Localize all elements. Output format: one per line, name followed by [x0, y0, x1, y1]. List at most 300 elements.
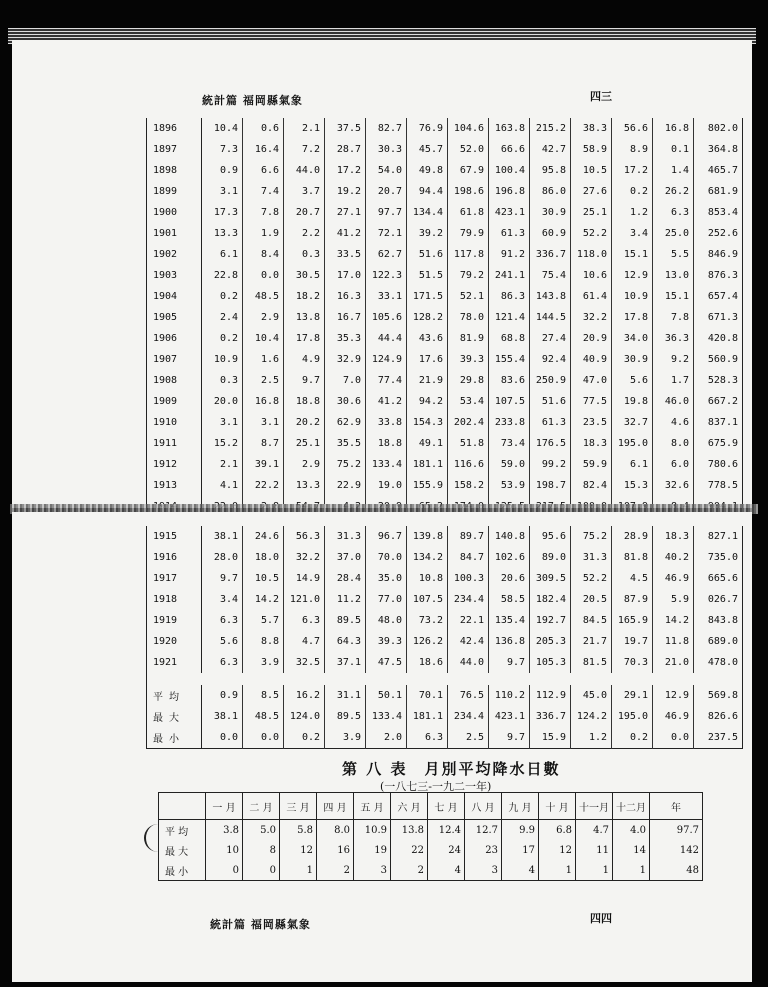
row-label: 1906	[147, 328, 202, 349]
table-cell: 81.8	[612, 547, 653, 568]
table8-cell: 0	[206, 860, 243, 881]
table-cell: 31.1	[325, 685, 366, 706]
table-cell: 465.7	[707, 165, 738, 176]
table8-cell: 24	[428, 840, 465, 860]
table8-cell: 12.7	[465, 820, 502, 841]
table-cell: 30.9	[530, 202, 571, 223]
table-cell: 126.2	[407, 631, 448, 652]
row-label: 1899	[147, 181, 202, 202]
table-cell: 3.4	[202, 589, 243, 610]
table-cell: 853.4	[707, 207, 738, 218]
table-cell: 40.9	[571, 349, 612, 370]
table-cell: 192.7	[530, 610, 571, 631]
spacer-cell	[147, 673, 743, 685]
row-label: 1897	[147, 139, 202, 160]
row-label: 1912	[147, 454, 202, 475]
table-cell: 95.8	[530, 160, 571, 181]
table-cell: 735.0	[707, 552, 738, 563]
table8-cell: 12.4	[428, 820, 465, 841]
table-cell: 32.9	[325, 349, 366, 370]
table-cell: 5.7	[243, 610, 284, 631]
running-head: 統計篇 福岡縣氣象	[202, 94, 303, 107]
table-row	[147, 223, 743, 244]
row-label: 1917	[147, 568, 202, 589]
table8-cell: 4	[428, 860, 465, 881]
table-cell: 18.2	[284, 286, 325, 307]
table8-cell: 8	[243, 840, 280, 860]
table-row	[147, 265, 743, 286]
table-cell: 3.7	[284, 181, 325, 202]
table-cell: 35.5	[325, 433, 366, 454]
table-cell: 94.4	[407, 181, 448, 202]
table-cell: 802.0	[707, 123, 738, 134]
table-cell: 41.2	[325, 223, 366, 244]
row-label: 1911	[147, 433, 202, 454]
table8-cell: 4.7	[576, 820, 613, 841]
table-cell: 15.9	[530, 727, 571, 749]
table-cell: 70.0	[366, 547, 407, 568]
table-cell: 20.9	[571, 328, 612, 349]
table8-cell: 1	[613, 860, 650, 881]
table8-title: 第 八 表 月別平均降水日數	[342, 760, 561, 778]
table-cell: 827.1	[707, 531, 738, 542]
table-cell: 18.3	[571, 433, 612, 454]
table-cell: 25.0	[653, 223, 694, 244]
table-row	[147, 547, 743, 568]
table-cell: 0.2	[612, 727, 653, 749]
table-cell: 124.9	[366, 349, 407, 370]
table8-header: 四 月	[317, 793, 354, 820]
table-cell: 139.8	[407, 526, 448, 547]
table-cell: 99.2	[530, 454, 571, 475]
table-cell: 671.3	[707, 312, 738, 323]
table8-cell: 0	[243, 860, 280, 881]
row-label: 1920	[147, 631, 202, 652]
table-cell: 56.3	[284, 526, 325, 547]
table-cell: 59.9	[571, 454, 612, 475]
table-cell: 52.0	[448, 139, 489, 160]
table-cell: 26.2	[653, 181, 694, 202]
table-cell: 4.6	[653, 412, 694, 433]
table-cell: 28.9	[612, 526, 653, 547]
table-cell: 33.5	[325, 244, 366, 265]
table-cell: 17.2	[612, 160, 653, 181]
table-cell: 77.4	[366, 370, 407, 391]
table-cell: 16.8	[653, 118, 694, 139]
table8-cell: 10.9	[354, 820, 391, 841]
table-cell: 54.0	[366, 160, 407, 181]
table-row	[147, 307, 743, 328]
table-cell: 0.3	[284, 244, 325, 265]
table-cell: 61.4	[571, 286, 612, 307]
table-cell: 364.8	[707, 144, 738, 155]
table-cell: 234.4	[448, 706, 489, 727]
table-cell: 826.6	[707, 711, 738, 722]
table-cell: 53.9	[489, 475, 530, 496]
table-cell: 66.6	[489, 139, 530, 160]
table-row	[147, 202, 743, 223]
table-cell: 42.7	[530, 139, 571, 160]
table-cell: 0.1	[653, 139, 694, 160]
table-cell: 39.1	[243, 454, 284, 475]
table8-cell: 13.8	[391, 820, 428, 841]
table-cell: 52.2	[571, 223, 612, 244]
table-cell: 44.0	[284, 160, 325, 181]
table-cell: 13.3	[284, 475, 325, 496]
table-cell: 0.0	[243, 727, 284, 749]
table-cell: 76.9	[407, 118, 448, 139]
table8-cell: 11	[576, 840, 613, 860]
table-cell: 3.1	[243, 412, 284, 433]
table-cell: 846.9	[707, 249, 738, 260]
table-cell: 46.0	[653, 391, 694, 412]
table-cell: 51.8	[448, 433, 489, 454]
table-cell: 61.8	[448, 202, 489, 223]
table-cell: 0.6	[243, 118, 284, 139]
table-cell: 155.4	[489, 349, 530, 370]
table-row	[147, 181, 743, 202]
table-cell: 47.5	[366, 652, 407, 673]
table-row	[147, 589, 743, 610]
table-cell: 86.0	[530, 181, 571, 202]
table8-cell: 8.0	[317, 820, 354, 841]
table8-header: 三 月	[280, 793, 317, 820]
row-label: 1904	[147, 286, 202, 307]
table-cell: 665.6	[707, 573, 738, 584]
table-cell: 77.0	[366, 589, 407, 610]
page-number-bottom: 四四	[590, 912, 612, 925]
table-cell: 121.0	[284, 589, 325, 610]
table-cell: 10.5	[243, 568, 284, 589]
table-cell: 1.9	[243, 223, 284, 244]
table-cell: 68.8	[489, 328, 530, 349]
table8-corner	[159, 793, 206, 820]
table-cell: 33.1	[366, 286, 407, 307]
table-cell: 124.2	[571, 706, 612, 727]
table-cell: 47.0	[571, 370, 612, 391]
table-row	[147, 631, 743, 652]
table-cell: 30.6	[325, 391, 366, 412]
table-cell: 837.1	[707, 417, 738, 428]
table8-header: 十一月	[576, 793, 613, 820]
table8-cell: 9.9	[502, 820, 539, 841]
table-cell: 202.4	[448, 412, 489, 433]
table-cell: 21.0	[653, 652, 694, 673]
table-cell: 20.5	[571, 589, 612, 610]
table-cell: 17.6	[407, 349, 448, 370]
row-label: 1896	[147, 118, 202, 139]
table-row	[147, 706, 743, 727]
table-cell: 7.8	[653, 307, 694, 328]
table-cell: 667.2	[707, 396, 738, 407]
table-cell: 155.9	[407, 475, 448, 496]
table-cell: 6.3	[653, 202, 694, 223]
table-row	[147, 568, 743, 589]
table8-cell: 3	[354, 860, 391, 881]
table-cell: 121.4	[489, 307, 530, 328]
row-label: 1908	[147, 370, 202, 391]
table-cell: 39.3	[366, 631, 407, 652]
table8-row-label: 最 小	[159, 860, 206, 881]
table-cell: 17.8	[284, 328, 325, 349]
table-cell: 79.2	[448, 265, 489, 286]
table-cell: 60.9	[530, 223, 571, 244]
table8-header: 二 月	[243, 793, 280, 820]
table-cell: 11.2	[325, 589, 366, 610]
table-row	[147, 328, 743, 349]
table-cell: 241.1	[489, 265, 530, 286]
table-cell: 48.0	[366, 610, 407, 631]
table-cell: 16.4	[243, 139, 284, 160]
table-cell: 675.9	[707, 438, 738, 449]
table-cell: 195.0	[612, 433, 653, 454]
table-cell: 1.2	[612, 202, 653, 223]
table-cell: 50.1	[366, 685, 407, 706]
table-cell: 67.9	[448, 160, 489, 181]
table8-cell: 142	[650, 840, 703, 860]
table-cell: 39.3	[448, 349, 489, 370]
row-label: 1910	[147, 412, 202, 433]
running-head-bottom: 統計篇 福岡縣氣象	[210, 918, 311, 931]
table-cell: 77.5	[571, 391, 612, 412]
table-cell: 28.4	[325, 568, 366, 589]
table-cell: 528.3	[707, 375, 738, 386]
table-cell: 134.4	[407, 202, 448, 223]
table-cell: 10.9	[612, 286, 653, 307]
table-cell: 15.1	[612, 244, 653, 265]
table-cell: 36.3	[653, 328, 694, 349]
table-cell: 16.3	[325, 286, 366, 307]
table-cell: 17.2	[325, 160, 366, 181]
table-cell: 657.4	[707, 291, 738, 302]
table8-cell: 1	[576, 860, 613, 881]
table8-cell: 2	[317, 860, 354, 881]
table-cell: 2.5	[243, 370, 284, 391]
table-cell: 026.7	[707, 594, 738, 605]
table-cell: 107.5	[489, 391, 530, 412]
table-row	[147, 118, 743, 139]
table-cell: 81.5	[571, 652, 612, 673]
table-cell: 181.1	[407, 706, 448, 727]
table-cell: 9.7	[489, 652, 530, 673]
table-cell: 29.1	[612, 685, 653, 706]
table-cell: 309.5	[530, 568, 571, 589]
table-cell: 97.7	[366, 202, 407, 223]
table-cell: 17.0	[325, 265, 366, 286]
table-cell: 165.9	[612, 610, 653, 631]
table-cell: 49.8	[407, 160, 448, 181]
table8-cell: 5.8	[280, 820, 317, 841]
table-cell: 22.1	[448, 610, 489, 631]
table-cell: 39.2	[407, 223, 448, 244]
table-cell: 89.0	[530, 547, 571, 568]
table-cell: 19.0	[366, 475, 407, 496]
table8-cell: 23	[465, 840, 502, 860]
table-cell: 14.9	[284, 568, 325, 589]
table-row	[147, 610, 743, 631]
table-cell: 18.8	[284, 391, 325, 412]
row-label: 1900	[147, 202, 202, 223]
table-cell: 56.6	[612, 118, 653, 139]
table-cell: 62.9	[325, 412, 366, 433]
table-cell: 195.0	[612, 706, 653, 727]
table-cell: 15.2	[202, 433, 243, 454]
table-cell: 158.2	[448, 475, 489, 496]
table-cell: 3.9	[325, 727, 366, 749]
row-label: 1903	[147, 265, 202, 286]
table-cell: 1.2	[571, 727, 612, 749]
table-cell: 7.2	[284, 139, 325, 160]
table-cell: 32.5	[284, 652, 325, 673]
table-cell: 10.4	[243, 328, 284, 349]
row-label: 1921	[147, 652, 202, 673]
table-cell: 12.9	[653, 685, 694, 706]
table-cell: 9.7	[284, 370, 325, 391]
table-cell: 2.4	[202, 307, 243, 328]
table-cell: 70.3	[612, 652, 653, 673]
table-cell: 81.9	[448, 328, 489, 349]
table-cell: 2.5	[448, 727, 489, 749]
table-cell: 38.3	[571, 118, 612, 139]
table-row	[147, 349, 743, 370]
table-cell: 44.0	[448, 652, 489, 673]
table-cell: 28.7	[325, 139, 366, 160]
table-cell: 107.5	[407, 589, 448, 610]
table-row	[147, 454, 743, 475]
table-cell: 25.1	[284, 433, 325, 454]
table-cell: 9.7	[202, 568, 243, 589]
table-cell: 215.2	[530, 118, 571, 139]
table-cell: 13.3	[202, 223, 243, 244]
row-label: 1918	[147, 589, 202, 610]
table-cell: 6.3	[407, 727, 448, 749]
table-cell: 0.9	[202, 685, 243, 706]
table-cell: 35.0	[366, 568, 407, 589]
table-cell: 37.0	[325, 547, 366, 568]
table-cell: 154.3	[407, 412, 448, 433]
table-cell: 89.5	[325, 706, 366, 727]
table-cell: 19.2	[325, 181, 366, 202]
table-cell: 336.7	[530, 706, 571, 727]
table-cell: 0.3	[202, 370, 243, 391]
table-cell: 144.5	[530, 307, 571, 328]
table-cell: 27.4	[530, 328, 571, 349]
table-cell: 91.2	[489, 244, 530, 265]
table-row	[147, 433, 743, 454]
table-cell: 3.4	[612, 223, 653, 244]
table-cell: 46.9	[653, 568, 694, 589]
table-cell: 75.4	[530, 265, 571, 286]
row-label: 1902	[147, 244, 202, 265]
table-cell: 100.3	[448, 568, 489, 589]
table-cell: 79.9	[448, 223, 489, 244]
table-cell: 4.1	[202, 475, 243, 496]
table-cell: 24.6	[243, 526, 284, 547]
table-row	[147, 139, 743, 160]
table-cell: 198.7	[530, 475, 571, 496]
table-cell: 58.9	[571, 139, 612, 160]
table8-row-label: 最 大	[159, 840, 206, 860]
table-cell: 478.0	[707, 657, 738, 668]
table-cell: 10.5	[571, 160, 612, 181]
table-cell: 102.6	[489, 547, 530, 568]
table-cell: 10.8	[407, 568, 448, 589]
table-cell: 34.0	[612, 328, 653, 349]
table-cell: 53.4	[448, 391, 489, 412]
table-cell: 6.3	[284, 610, 325, 631]
table8-cell: 4	[502, 860, 539, 881]
table-row	[147, 652, 743, 673]
table8-cell: 10	[206, 840, 243, 860]
table-cell: 6.3	[202, 610, 243, 631]
table-cell: 73.2	[407, 610, 448, 631]
table-cell: 7.8	[243, 202, 284, 223]
table8-cell: 1	[539, 860, 576, 881]
table8-row	[159, 820, 703, 841]
table-cell: 100.4	[489, 160, 530, 181]
table-cell: 423.1	[489, 706, 530, 727]
table-cell: 64.3	[325, 631, 366, 652]
table-cell: 116.6	[448, 454, 489, 475]
table-cell: 61.3	[489, 223, 530, 244]
table-cell: 0.2	[284, 727, 325, 749]
table-cell: 560.9	[707, 354, 738, 365]
table-cell: 33.8	[366, 412, 407, 433]
table-cell: 38.1	[202, 706, 243, 727]
table-cell: 37.1	[325, 652, 366, 673]
row-label: 1905	[147, 307, 202, 328]
table8-header: 五 月	[354, 793, 391, 820]
table-cell: 778.5	[707, 480, 738, 491]
table-cell: 46.9	[653, 706, 694, 727]
table-cell: 18.6	[407, 652, 448, 673]
table-cell: 1.7	[653, 370, 694, 391]
table8-header: 七 月	[428, 793, 465, 820]
table-cell: 83.6	[489, 370, 530, 391]
table-cell: 780.6	[707, 459, 738, 470]
table-cell: 92.4	[530, 349, 571, 370]
table-cell: 122.3	[366, 265, 407, 286]
precipitation-table-lower	[146, 526, 743, 749]
table-cell: 250.9	[530, 370, 571, 391]
table8-cell: 6.8	[539, 820, 576, 841]
table8-header: 一 月	[206, 793, 243, 820]
table-cell: 16.2	[284, 685, 325, 706]
table-cell: 110.2	[489, 685, 530, 706]
table-cell: 19.7	[612, 631, 653, 652]
row-label: 最 大	[147, 706, 202, 727]
table-cell: 9.7	[489, 727, 530, 749]
table-cell: 48.5	[243, 706, 284, 727]
table-cell: 22.8	[202, 265, 243, 286]
row-label: 1898	[147, 160, 202, 181]
table8-cell: 12	[539, 840, 576, 860]
table-cell: 16.8	[243, 391, 284, 412]
table-cell: 128.2	[407, 307, 448, 328]
table-cell: 252.6	[707, 228, 738, 239]
table-cell: 233.8	[489, 412, 530, 433]
table-cell: 44.4	[366, 328, 407, 349]
table-cell: 17.8	[612, 307, 653, 328]
table-cell: 23.5	[571, 412, 612, 433]
table-cell: 20.6	[489, 568, 530, 589]
table-cell: 21.9	[407, 370, 448, 391]
table-cell: 105.3	[530, 652, 571, 673]
table-cell: 2.9	[284, 454, 325, 475]
table-cell: 163.8	[489, 118, 530, 139]
table8-header: 年	[650, 793, 703, 820]
table8-row	[159, 840, 703, 860]
